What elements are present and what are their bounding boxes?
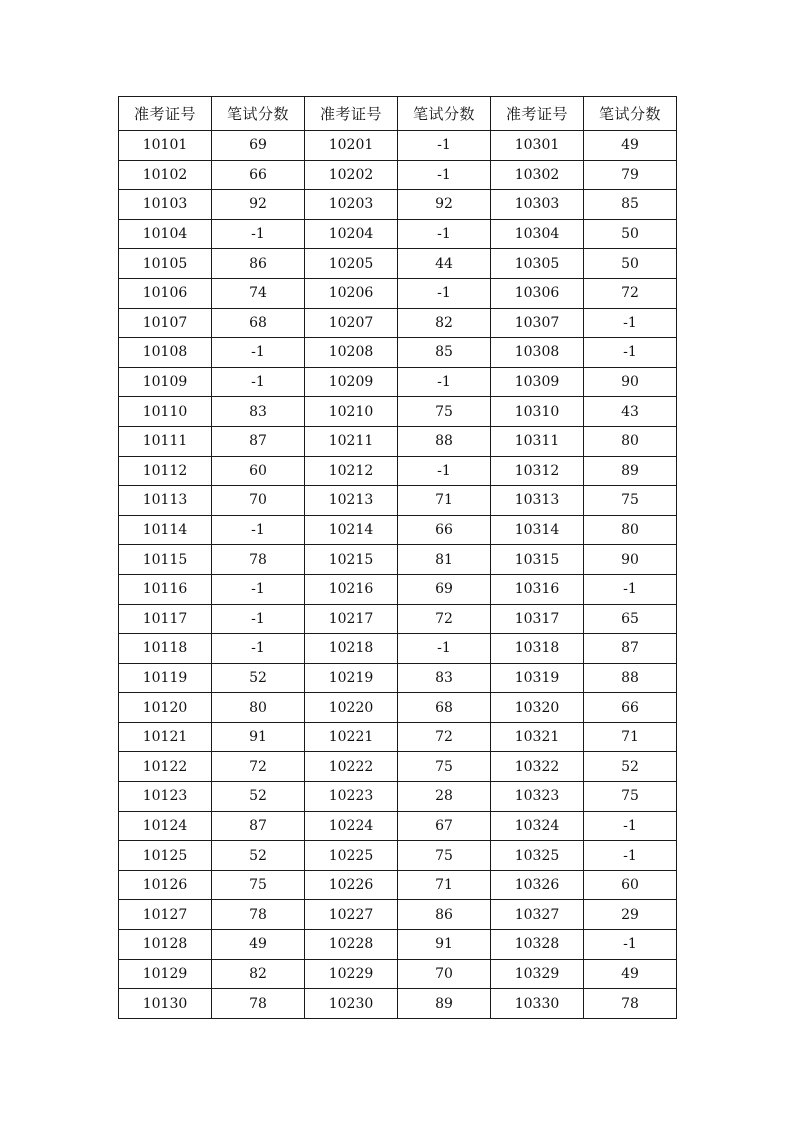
- exam-id-cell: 10218: [305, 634, 398, 664]
- exam-id-cell: 10208: [305, 338, 398, 368]
- exam-id-cell: 10221: [305, 722, 398, 752]
- table-row: [119, 308, 677, 338]
- score-cell: 70: [398, 959, 491, 989]
- table-row: [119, 486, 677, 516]
- table-row: [119, 397, 677, 427]
- score-cell: 49: [584, 959, 677, 989]
- score-cell: 80: [584, 426, 677, 456]
- score-cell: -1: [398, 160, 491, 190]
- exam-id-cell: 10322: [491, 752, 584, 782]
- table-row: [119, 426, 677, 456]
- exam-id-cell: 10107: [119, 308, 212, 338]
- score-cell: 87: [584, 634, 677, 664]
- score-cell: 82: [212, 959, 305, 989]
- score-cell: -1: [212, 604, 305, 634]
- table-row: [119, 160, 677, 190]
- exam-id-cell: 10106: [119, 278, 212, 308]
- score-cell: 89: [398, 989, 491, 1019]
- score-cell: 85: [398, 338, 491, 368]
- score-cell: -1: [584, 841, 677, 871]
- exam-id-cell: 10308: [491, 338, 584, 368]
- score-cell: 52: [212, 841, 305, 871]
- table-row: [119, 278, 677, 308]
- score-cell: 52: [212, 782, 305, 812]
- exam-id-cell: 10319: [491, 663, 584, 693]
- score-cell: 60: [584, 870, 677, 900]
- score-cell: 69: [212, 131, 305, 161]
- exam-id-cell: 10315: [491, 545, 584, 575]
- exam-id-cell: 10205: [305, 249, 398, 279]
- exam-id-cell: 10304: [491, 219, 584, 249]
- score-cell: -1: [398, 131, 491, 161]
- exam-id-cell: 10101: [119, 131, 212, 161]
- exam-id-cell: 10118: [119, 634, 212, 664]
- exam-id-cell: 10229: [305, 959, 398, 989]
- score-cell: -1: [584, 338, 677, 368]
- exam-id-cell: 10124: [119, 811, 212, 841]
- score-cell: 68: [212, 308, 305, 338]
- exam-id-cell: 10110: [119, 397, 212, 427]
- score-cell: 92: [398, 190, 491, 220]
- score-cell: -1: [398, 278, 491, 308]
- score-cell: 66: [212, 160, 305, 190]
- exam-id-cell: 10111: [119, 426, 212, 456]
- table-row: [119, 959, 677, 989]
- score-cell: 71: [584, 722, 677, 752]
- exam-id-cell: 10112: [119, 456, 212, 486]
- score-cell: 52: [584, 752, 677, 782]
- score-cell: 71: [398, 870, 491, 900]
- exam-id-cell: 10330: [491, 989, 584, 1019]
- score-cell: 72: [398, 604, 491, 634]
- exam-id-cell: 10117: [119, 604, 212, 634]
- exam-id-cell: 10220: [305, 693, 398, 723]
- exam-id-cell: 10325: [491, 841, 584, 871]
- score-cell: -1: [212, 574, 305, 604]
- table-row: [119, 545, 677, 575]
- score-cell: -1: [398, 367, 491, 397]
- table-row: [119, 367, 677, 397]
- score-cell: 83: [398, 663, 491, 693]
- score-cell: -1: [212, 515, 305, 545]
- header-score-1: 笔试分数: [212, 97, 305, 131]
- exam-id-cell: 10224: [305, 811, 398, 841]
- score-cell: 52: [212, 663, 305, 693]
- exam-id-cell: 10321: [491, 722, 584, 752]
- table-row: [119, 841, 677, 871]
- exam-id-cell: 10328: [491, 930, 584, 960]
- table-row: [119, 782, 677, 812]
- exam-id-cell: 10310: [491, 397, 584, 427]
- table-row: [119, 219, 677, 249]
- exam-id-cell: 10113: [119, 486, 212, 516]
- table-row: [119, 693, 677, 723]
- score-cell: 69: [398, 574, 491, 604]
- score-cell: 44: [398, 249, 491, 279]
- table-row: [119, 338, 677, 368]
- header-score-2: 笔试分数: [398, 97, 491, 131]
- score-cell: 65: [584, 604, 677, 634]
- table-row: [119, 604, 677, 634]
- exam-id-cell: 10210: [305, 397, 398, 427]
- score-cell: 28: [398, 782, 491, 812]
- score-cell: -1: [398, 456, 491, 486]
- exam-id-cell: 10217: [305, 604, 398, 634]
- score-cell: 80: [212, 693, 305, 723]
- exam-id-cell: 10202: [305, 160, 398, 190]
- exam-id-cell: 10305: [491, 249, 584, 279]
- exam-id-cell: 10123: [119, 782, 212, 812]
- table-row: [119, 663, 677, 693]
- score-cell: 75: [398, 752, 491, 782]
- exam-id-cell: 10119: [119, 663, 212, 693]
- exam-id-cell: 10323: [491, 782, 584, 812]
- exam-id-cell: 10213: [305, 486, 398, 516]
- score-cell: 43: [584, 397, 677, 427]
- score-cell: 91: [212, 722, 305, 752]
- exam-id-cell: 10211: [305, 426, 398, 456]
- exam-id-cell: 10301: [491, 131, 584, 161]
- score-cell: 49: [584, 131, 677, 161]
- score-cell: 83: [212, 397, 305, 427]
- score-cell: 68: [398, 693, 491, 723]
- score-cell: 71: [398, 486, 491, 516]
- exam-id-cell: 10102: [119, 160, 212, 190]
- score-cell: 50: [584, 249, 677, 279]
- exam-id-cell: 10314: [491, 515, 584, 545]
- exam-id-cell: 10122: [119, 752, 212, 782]
- score-cell: -1: [398, 219, 491, 249]
- table-row: [119, 989, 677, 1019]
- score-cell: 75: [584, 782, 677, 812]
- score-cell: 75: [212, 870, 305, 900]
- exam-id-cell: 10324: [491, 811, 584, 841]
- score-cell: 75: [398, 397, 491, 427]
- exam-id-cell: 10228: [305, 930, 398, 960]
- exam-id-cell: 10317: [491, 604, 584, 634]
- exam-id-cell: 10230: [305, 989, 398, 1019]
- score-cell: 87: [212, 426, 305, 456]
- exam-id-cell: 10206: [305, 278, 398, 308]
- exam-id-cell: 10214: [305, 515, 398, 545]
- score-cell: 78: [212, 989, 305, 1019]
- table-row: [119, 634, 677, 664]
- header-exam-id-3: 准考证号: [491, 97, 584, 131]
- exam-id-cell: 10109: [119, 367, 212, 397]
- exam-id-cell: 10203: [305, 190, 398, 220]
- exam-id-cell: 10216: [305, 574, 398, 604]
- score-cell: 80: [584, 515, 677, 545]
- score-cell: 87: [212, 811, 305, 841]
- exam-id-cell: 10303: [491, 190, 584, 220]
- exam-id-cell: 10327: [491, 900, 584, 930]
- header-row: [119, 97, 677, 131]
- exam-id-cell: 10222: [305, 752, 398, 782]
- score-cell: 92: [212, 190, 305, 220]
- table-row: [119, 722, 677, 752]
- exam-id-cell: 10306: [491, 278, 584, 308]
- score-cell: 89: [584, 456, 677, 486]
- score-cell: 67: [398, 811, 491, 841]
- exam-id-cell: 10311: [491, 426, 584, 456]
- exam-id-cell: 10320: [491, 693, 584, 723]
- exam-id-cell: 10207: [305, 308, 398, 338]
- score-cell: 78: [584, 989, 677, 1019]
- score-cell: 91: [398, 930, 491, 960]
- score-cell: 86: [212, 249, 305, 279]
- score-cell: 78: [212, 545, 305, 575]
- exam-id-cell: 10227: [305, 900, 398, 930]
- score-cell: 72: [398, 722, 491, 752]
- score-cell: -1: [584, 811, 677, 841]
- exam-id-cell: 10127: [119, 900, 212, 930]
- table-row: [119, 930, 677, 960]
- score-cell: -1: [212, 634, 305, 664]
- table-row: [119, 190, 677, 220]
- table-header: [119, 97, 677, 131]
- exam-id-cell: 10316: [491, 574, 584, 604]
- exam-id-cell: 10128: [119, 930, 212, 960]
- exam-id-cell: 10219: [305, 663, 398, 693]
- exam-id-cell: 10120: [119, 693, 212, 723]
- score-cell: 72: [584, 278, 677, 308]
- score-cell: 88: [584, 663, 677, 693]
- score-cell: 66: [398, 515, 491, 545]
- score-cell: 72: [212, 752, 305, 782]
- score-cell: -1: [584, 574, 677, 604]
- score-cell: 75: [584, 486, 677, 516]
- score-cell: 29: [584, 900, 677, 930]
- exam-id-cell: 10326: [491, 870, 584, 900]
- header-score-3: 笔试分数: [584, 97, 677, 131]
- exam-id-cell: 10115: [119, 545, 212, 575]
- score-cell: 60: [212, 456, 305, 486]
- exam-id-cell: 10215: [305, 545, 398, 575]
- exam-id-cell: 10204: [305, 219, 398, 249]
- exam-id-cell: 10302: [491, 160, 584, 190]
- table-row: [119, 574, 677, 604]
- exam-id-cell: 10212: [305, 456, 398, 486]
- score-cell: 49: [212, 930, 305, 960]
- header-exam-id-1: 准考证号: [119, 97, 212, 131]
- score-cell: 79: [584, 160, 677, 190]
- exam-id-cell: 10329: [491, 959, 584, 989]
- score-cell: 81: [398, 545, 491, 575]
- score-cell: -1: [212, 219, 305, 249]
- score-cell: 86: [398, 900, 491, 930]
- exam-id-cell: 10225: [305, 841, 398, 871]
- exam-id-cell: 10121: [119, 722, 212, 752]
- score-cell: -1: [584, 930, 677, 960]
- score-cell: 78: [212, 900, 305, 930]
- exam-id-cell: 10125: [119, 841, 212, 871]
- exam-id-cell: 10201: [305, 131, 398, 161]
- score-table: [118, 96, 677, 1019]
- exam-id-cell: 10209: [305, 367, 398, 397]
- table-row: [119, 131, 677, 161]
- exam-id-cell: 10116: [119, 574, 212, 604]
- table-row: [119, 811, 677, 841]
- exam-id-cell: 10312: [491, 456, 584, 486]
- exam-id-cell: 10114: [119, 515, 212, 545]
- score-cell: 70: [212, 486, 305, 516]
- score-cell: 50: [584, 219, 677, 249]
- score-cell: -1: [398, 634, 491, 664]
- score-cell: -1: [212, 338, 305, 368]
- exam-id-cell: 10313: [491, 486, 584, 516]
- exam-id-cell: 10307: [491, 308, 584, 338]
- exam-id-cell: 10105: [119, 249, 212, 279]
- score-cell: 85: [584, 190, 677, 220]
- score-cell: 66: [584, 693, 677, 723]
- score-cell: 90: [584, 367, 677, 397]
- score-cell: 88: [398, 426, 491, 456]
- exam-id-cell: 10103: [119, 190, 212, 220]
- score-cell: 74: [212, 278, 305, 308]
- exam-id-cell: 10104: [119, 219, 212, 249]
- exam-id-cell: 10226: [305, 870, 398, 900]
- table-row: [119, 249, 677, 279]
- table-row: [119, 900, 677, 930]
- exam-id-cell: 10108: [119, 338, 212, 368]
- header-exam-id-2: 准考证号: [305, 97, 398, 131]
- exam-id-cell: 10130: [119, 989, 212, 1019]
- score-cell: -1: [584, 308, 677, 338]
- score-cell: 90: [584, 545, 677, 575]
- exam-id-cell: 10309: [491, 367, 584, 397]
- table-row: [119, 870, 677, 900]
- table-row: [119, 456, 677, 486]
- exam-id-cell: 10126: [119, 870, 212, 900]
- exam-id-cell: 10129: [119, 959, 212, 989]
- exam-id-cell: 10318: [491, 634, 584, 664]
- score-cell: 75: [398, 841, 491, 871]
- table-row: [119, 752, 677, 782]
- table-row: [119, 515, 677, 545]
- exam-id-cell: 10223: [305, 782, 398, 812]
- score-cell: -1: [212, 367, 305, 397]
- table-body: [119, 131, 677, 1019]
- score-cell: 82: [398, 308, 491, 338]
